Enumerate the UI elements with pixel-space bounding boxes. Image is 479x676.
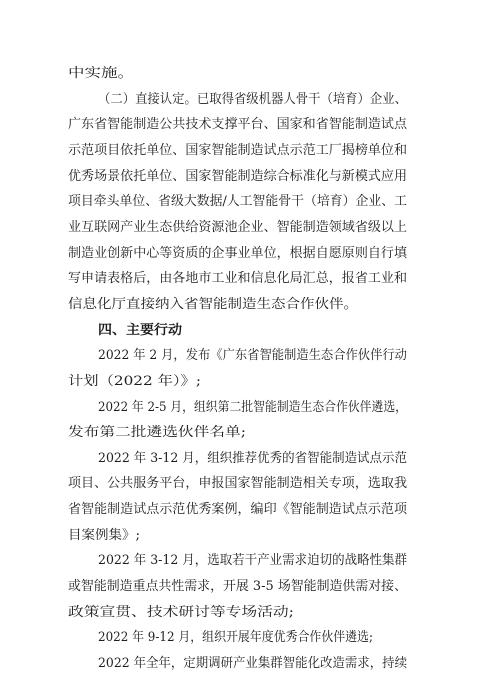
text-line: 中实施。 bbox=[68, 66, 134, 81]
section-heading: 四、主要行动 bbox=[98, 322, 182, 338]
text-line: 项目、公共服务平台，申报国家智能制造相关专项，选取我 bbox=[68, 476, 407, 492]
text-line: 省智能制造试点示范优秀案例，编印《智能制造试点示范项 bbox=[68, 502, 407, 518]
text-line: 项目牵头单位、省级大数据/人工智能骨干（培育）企业、工 bbox=[68, 194, 408, 210]
text-line: 广东省智能制造公共技术支撑平台、国家和省智能制造试点 bbox=[68, 117, 407, 133]
text-line: 业互联网产业生态供给资源池企业、智能制造领域省级以上 bbox=[68, 219, 407, 235]
text-line: 优秀场景依托单位、国家智能制造综合标准化与新模式应用 bbox=[68, 168, 407, 184]
text-line: 制造业创新中心等资质的企事业单位，根据自愿原则自行填 bbox=[68, 245, 407, 261]
text-line: 2022 年 3-12 月，组织推荐优秀的省智能制造试点示范 bbox=[98, 450, 408, 466]
text-line: 2022 年 2 月，发布《广东省智能制造生态合作伙伴行动 bbox=[98, 348, 407, 364]
text-line: 计划（2022 年）》; bbox=[68, 373, 202, 389]
text-line: 目案例集》; bbox=[68, 527, 140, 543]
text-line: 2022 年 9-12 月，组织开展年度优秀合作伙伴遴选; bbox=[98, 630, 373, 646]
text-line: 或智能制造重点共性需求，开展 3-5 场智能制造供需对接、 bbox=[68, 579, 407, 594]
text-line: 2022 年 3-12 月，选取若干产业需求迫切的战略性集群 bbox=[98, 553, 408, 569]
text-line: 示范项目依托单位、国家智能制造试点示范工厂揭榜单位和 bbox=[68, 143, 407, 158]
text-line: 信息化厅直接纳入省智能制造生态合作伙伴。 bbox=[68, 296, 358, 312]
text-line: 2022 年 2-5 月，组织第二批智能制造生态合作伙伴遴选， bbox=[98, 399, 408, 415]
text-line: 政策宣贯、技术研讨等专场活动; bbox=[68, 604, 294, 620]
text-line: （二）直接认定。已取得省级机器人骨干（培育）企业、 bbox=[98, 91, 407, 107]
text-line: 写申请表格后，由各地市工业和信息化局汇总，报省工业和 bbox=[68, 271, 407, 287]
text-line: 发布第二批遴选伙伴名单; bbox=[68, 425, 247, 441]
text-line: 2022 年全年，定期调研产业集群智能化改造需求，持续 bbox=[98, 656, 407, 671]
